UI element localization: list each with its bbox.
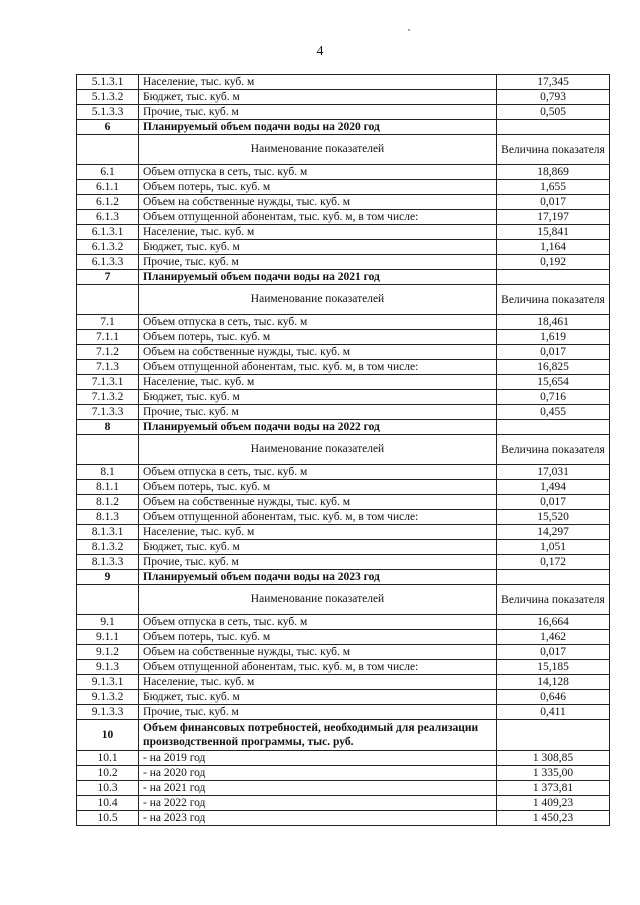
code-cell: 8.1.3.1 xyxy=(77,525,139,540)
value-cell: 1,051 xyxy=(497,540,610,555)
value-cell: 15,841 xyxy=(497,225,610,240)
name-cell: Прочие, тыс. куб. м xyxy=(139,255,497,270)
table-header-row xyxy=(77,435,610,465)
value-cell: Величина показателя xyxy=(497,135,610,165)
name-cell: Бюджет, тыс. куб. м xyxy=(139,690,497,705)
table-row xyxy=(77,525,610,540)
indicators-table xyxy=(76,74,610,826)
section-row xyxy=(77,420,610,435)
code-cell: 9.1.1 xyxy=(77,630,139,645)
code-cell: 10.5 xyxy=(77,811,139,826)
table-row xyxy=(77,195,610,210)
value-cell: 0,646 xyxy=(497,690,610,705)
table-row xyxy=(77,796,610,811)
table-row xyxy=(77,360,610,375)
name-cell: Объем потерь, тыс. куб. м xyxy=(139,180,497,195)
code-cell: 6.1.1 xyxy=(77,180,139,195)
code-cell: 8.1.2 xyxy=(77,495,139,510)
name-cell: Население, тыс. куб. м xyxy=(139,675,497,690)
table-row xyxy=(77,315,610,330)
name-cell: Население, тыс. куб. м xyxy=(139,375,497,390)
value-cell: 0,411 xyxy=(497,705,610,720)
table-row xyxy=(77,240,610,255)
table-header-row xyxy=(77,135,610,165)
code-cell: 6.1.3.3 xyxy=(77,255,139,270)
code-cell: 8 xyxy=(77,420,139,435)
name-cell: Объем на собственные нужды, тыс. куб. м xyxy=(139,645,497,660)
name-cell: - на 2023 год xyxy=(139,811,497,826)
code-cell: 7.1.3.3 xyxy=(77,405,139,420)
name-cell: Объем отпуска в сеть, тыс. куб. м xyxy=(139,465,497,480)
value-cell: 15,654 xyxy=(497,375,610,390)
value-cell: Величина показателя xyxy=(497,585,610,615)
table-row xyxy=(77,180,610,195)
value-cell: 1,462 xyxy=(497,630,610,645)
name-cell: Население, тыс. куб. м xyxy=(139,525,497,540)
code-cell: 5.1.3.3 xyxy=(77,105,139,120)
code-cell: 8.1.3 xyxy=(77,510,139,525)
table-header-row xyxy=(77,285,610,315)
name-cell: Планируемый объем подачи воды на 2023 год xyxy=(139,570,497,585)
value-cell: 1,619 xyxy=(497,330,610,345)
value-cell: 14,297 xyxy=(497,525,610,540)
name-cell: - на 2020 год xyxy=(139,766,497,781)
code-cell: 7.1.2 xyxy=(77,345,139,360)
table-row xyxy=(77,345,610,360)
value-cell xyxy=(497,720,610,751)
section-row xyxy=(77,270,610,285)
name-cell: Прочие, тыс. куб. м xyxy=(139,705,497,720)
name-cell: Прочие, тыс. куб. м xyxy=(139,105,497,120)
code-cell: 7.1.3.2 xyxy=(77,390,139,405)
table-row xyxy=(77,90,610,105)
code-cell: 9.1.3.2 xyxy=(77,690,139,705)
table-row xyxy=(77,781,610,796)
value-cell xyxy=(497,120,610,135)
code-cell: 9.1.2 xyxy=(77,645,139,660)
code-cell: 7.1.3 xyxy=(77,360,139,375)
table-row xyxy=(77,645,610,660)
section-row xyxy=(77,720,610,751)
name-cell: Планируемый объем подачи воды на 2021 год xyxy=(139,270,497,285)
table-row xyxy=(77,495,610,510)
table-header-row xyxy=(77,585,610,615)
code-cell: 7.1.3.1 xyxy=(77,375,139,390)
name-cell: Наименование показателей xyxy=(139,585,497,615)
name-cell: Объем отпуска в сеть, тыс. куб. м xyxy=(139,615,497,630)
name-cell: Прочие, тыс. куб. м xyxy=(139,555,497,570)
section-row xyxy=(77,120,610,135)
value-cell: 0,505 xyxy=(497,105,610,120)
value-cell: 1,494 xyxy=(497,480,610,495)
value-cell xyxy=(497,270,610,285)
name-cell: Бюджет, тыс. куб. м xyxy=(139,540,497,555)
name-cell: Наименование показателей xyxy=(139,435,497,465)
table-row xyxy=(77,630,610,645)
code-cell xyxy=(77,135,139,165)
code-cell: 10.4 xyxy=(77,796,139,811)
table-row xyxy=(77,615,610,630)
value-cell xyxy=(497,570,610,585)
name-cell: Объем отпущенной абонентам, тыс. куб. м, в том числе: xyxy=(139,210,497,225)
table-row xyxy=(77,540,610,555)
table-row xyxy=(77,690,610,705)
code-cell: 6.1.3.2 xyxy=(77,240,139,255)
code-cell: 10 xyxy=(77,720,139,751)
name-cell: Бюджет, тыс. куб. м xyxy=(139,90,497,105)
value-cell: 15,520 xyxy=(497,510,610,525)
code-cell: 9.1 xyxy=(77,615,139,630)
name-cell: Объем на собственные нужды, тыс. куб. м xyxy=(139,195,497,210)
table-row xyxy=(77,766,610,781)
table-body xyxy=(77,75,610,826)
name-cell: Объем отпуска в сеть, тыс. куб. м xyxy=(139,165,497,180)
code-cell: 9.1.3.3 xyxy=(77,705,139,720)
value-cell: 16,825 xyxy=(497,360,610,375)
value-cell: 18,869 xyxy=(497,165,610,180)
code-cell: 9.1.3.1 xyxy=(77,675,139,690)
value-cell: 1 409,23 xyxy=(497,796,610,811)
name-cell: - на 2019 год xyxy=(139,751,497,766)
name-cell: Объем отпущенной абонентам, тыс. куб. м, в том числе: xyxy=(139,360,497,375)
table-row xyxy=(77,375,610,390)
table-row xyxy=(77,75,610,90)
code-cell: 9.1.3 xyxy=(77,660,139,675)
value-cell: 1 335,00 xyxy=(497,766,610,781)
value-cell xyxy=(497,420,610,435)
code-cell xyxy=(77,285,139,315)
table-row xyxy=(77,705,610,720)
code-cell: 6.1.2 xyxy=(77,195,139,210)
name-cell: Население, тыс. куб. м xyxy=(139,75,497,90)
table-row xyxy=(77,105,610,120)
value-cell: 0,455 xyxy=(497,405,610,420)
value-cell: 17,197 xyxy=(497,210,610,225)
value-cell: 0,192 xyxy=(497,255,610,270)
value-cell: 17,031 xyxy=(497,465,610,480)
table-row xyxy=(77,165,610,180)
value-cell: 0,017 xyxy=(497,645,610,660)
table-row xyxy=(77,555,610,570)
page-number: 4 xyxy=(316,44,324,59)
name-cell: Наименование показателей xyxy=(139,285,497,315)
code-cell: 10.3 xyxy=(77,781,139,796)
code-cell: 10.2 xyxy=(77,766,139,781)
code-cell: 6.1.3.1 xyxy=(77,225,139,240)
value-cell: 0,172 xyxy=(497,555,610,570)
value-cell: 1,655 xyxy=(497,180,610,195)
table-row xyxy=(77,255,610,270)
name-cell: Объем потерь, тыс. куб. м xyxy=(139,630,497,645)
name-cell: Объем на собственные нужды, тыс. куб. м xyxy=(139,345,497,360)
name-cell: Наименование показателей xyxy=(139,135,497,165)
value-cell: 0,716 xyxy=(497,390,610,405)
name-cell: Объем на собственные нужды, тыс. куб. м xyxy=(139,495,497,510)
code-cell: 5.1.3.1 xyxy=(77,75,139,90)
name-cell: Планируемый объем подачи воды на 2022 год xyxy=(139,420,497,435)
name-cell: Объем потерь, тыс. куб. м xyxy=(139,480,497,495)
table-row xyxy=(77,465,610,480)
value-cell: 1 450,23 xyxy=(497,811,610,826)
value-cell: Величина показателя xyxy=(497,435,610,465)
table-row xyxy=(77,390,610,405)
name-cell: Объем отпущенной абонентам, тыс. куб. м, в том числе: xyxy=(139,510,497,525)
table-row xyxy=(77,405,610,420)
table-row xyxy=(77,660,610,675)
code-cell: 8.1.3.2 xyxy=(77,540,139,555)
name-cell: Бюджет, тыс. куб. м xyxy=(139,390,497,405)
table-row xyxy=(77,811,610,826)
table-row xyxy=(77,480,610,495)
table-row xyxy=(77,510,610,525)
name-cell: Бюджет, тыс. куб. м xyxy=(139,240,497,255)
name-cell: Объем отпущенной абонентам, тыс. куб. м, в том числе: xyxy=(139,660,497,675)
table-row xyxy=(77,225,610,240)
code-cell: 6.1.3 xyxy=(77,210,139,225)
code-cell: 10.1 xyxy=(77,751,139,766)
name-cell: Объем потерь, тыс. куб. м xyxy=(139,330,497,345)
name-cell: Объем отпуска в сеть, тыс. куб. м xyxy=(139,315,497,330)
value-cell: 18,461 xyxy=(497,315,610,330)
value-cell: 1,164 xyxy=(497,240,610,255)
value-cell: 15,185 xyxy=(497,660,610,675)
value-cell: 14,128 xyxy=(497,675,610,690)
name-cell: Планируемый объем подачи воды на 2020 год xyxy=(139,120,497,135)
table-row xyxy=(77,675,610,690)
code-cell: 8.1.1 xyxy=(77,480,139,495)
code-cell: 5.1.3.2 xyxy=(77,90,139,105)
code-cell: 8.1 xyxy=(77,465,139,480)
scan-speck xyxy=(408,29,410,31)
code-cell xyxy=(77,435,139,465)
code-cell: 7.1.1 xyxy=(77,330,139,345)
name-cell: - на 2022 год xyxy=(139,796,497,811)
value-cell: 0,017 xyxy=(497,495,610,510)
name-cell: - на 2021 год xyxy=(139,781,497,796)
value-cell: 0,793 xyxy=(497,90,610,105)
value-cell: 17,345 xyxy=(497,75,610,90)
table-row xyxy=(77,210,610,225)
value-cell: 0,017 xyxy=(497,195,610,210)
value-cell: 16,664 xyxy=(497,615,610,630)
name-cell: Население, тыс. куб. м xyxy=(139,225,497,240)
table-row xyxy=(77,751,610,766)
section-row xyxy=(77,570,610,585)
code-cell: 9 xyxy=(77,570,139,585)
code-cell: 6 xyxy=(77,120,139,135)
value-cell: Величина показателя xyxy=(497,285,610,315)
code-cell: 8.1.3.3 xyxy=(77,555,139,570)
code-cell: 6.1 xyxy=(77,165,139,180)
code-cell: 7 xyxy=(77,270,139,285)
value-cell: 1 308,85 xyxy=(497,751,610,766)
value-cell: 0,017 xyxy=(497,345,610,360)
value-cell: 1 373,81 xyxy=(497,781,610,796)
name-cell: Объем финансовых потребностей, необходимый для реализации производственной программы, тыс. руб. xyxy=(139,720,497,751)
code-cell: 7.1 xyxy=(77,315,139,330)
table-row xyxy=(77,330,610,345)
code-cell xyxy=(77,585,139,615)
name-cell: Прочие, тыс. куб. м xyxy=(139,405,497,420)
